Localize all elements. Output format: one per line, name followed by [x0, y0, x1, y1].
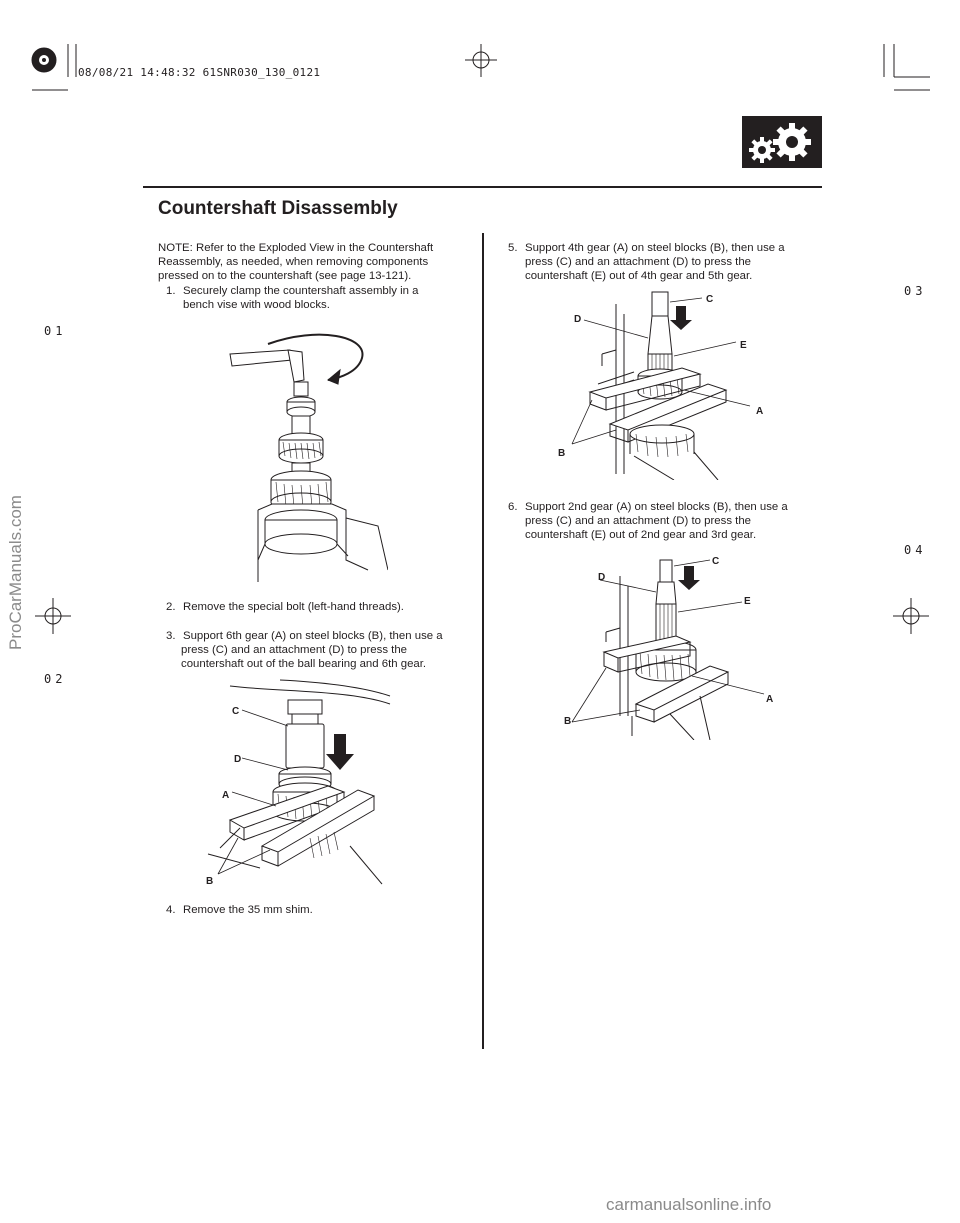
figure-countershaft-in-vise	[228, 330, 388, 582]
watermark-procarmanuals: ProCarManuals.com	[6, 495, 25, 650]
figure-press-6th-gear	[200, 678, 400, 892]
step-text: countershaft (E) out of 4th gear and 5th gear.	[525, 270, 753, 283]
header-rule	[143, 186, 822, 188]
callout-a: A	[756, 406, 764, 417]
step-text: countershaft (E) out of 2nd gear and 3rd gear.	[525, 529, 757, 542]
figure-press-2nd-gear	[560, 546, 780, 740]
callout-b: B	[206, 876, 214, 887]
page-mark-03: 03	[904, 284, 927, 298]
page-mark-01: 01	[44, 324, 67, 338]
callout-e: E	[744, 596, 751, 607]
step-text: Remove the 35 mm shim.	[183, 904, 313, 916]
step-number: 5.	[508, 242, 518, 254]
step-text: Support 6th gear (A) on steel blocks (B), then use a	[183, 630, 443, 642]
step-text: bench vise with wood blocks.	[183, 299, 330, 312]
step-text: press (C) and an attachment (D) to press the	[525, 256, 752, 269]
callout-b: B	[564, 716, 572, 727]
note-line: Reassembly, as needed, when removing components	[158, 256, 429, 269]
callout-d: D	[574, 314, 582, 325]
page-mark-02: 02	[44, 672, 67, 686]
note-line: pressed on to the countershaft (see page 13-121).	[158, 270, 412, 283]
page-title: Countershaft Disassembly	[158, 198, 398, 219]
page-mark-04: 04	[904, 543, 927, 557]
note-block	[158, 241, 478, 284]
step-number: 1.	[166, 285, 176, 297]
column-divider	[482, 233, 484, 1049]
gear-icon	[742, 116, 822, 168]
callout-a: A	[222, 790, 230, 801]
callout-d: D	[598, 572, 606, 583]
step-text: countershaft out of the ball bearing and 6th gear.	[181, 658, 427, 671]
callout-d: D	[234, 754, 242, 765]
callout-a: A	[766, 694, 774, 705]
step-text: press (C) and an attachment (D) to press the	[525, 515, 752, 528]
callout-c: C	[706, 294, 714, 305]
step-number: 2.	[166, 601, 176, 613]
callout-c: C	[232, 706, 240, 717]
step-number: 6.	[508, 501, 518, 513]
step-text: press (C) and an attachment (D) to press the	[181, 644, 408, 657]
step-text: Support 2nd gear (A) on steel blocks (B), then use a	[525, 501, 788, 513]
step-number: 3.	[166, 630, 176, 642]
step-text: Securely clamp the countershaft assembly in a	[183, 285, 419, 297]
callout-b: B	[558, 448, 566, 459]
callout-e: E	[740, 340, 747, 351]
callout-c: C	[712, 556, 720, 567]
footer-watermark: carmanualsonline.info	[606, 1195, 772, 1214]
print-stamp: 08/08/21 14:48:32 61SNR030_130_0121	[78, 66, 321, 79]
step-text: Support 4th gear (A) on steel blocks (B), then use a	[525, 242, 785, 254]
figure-press-4th-gear	[554, 284, 774, 480]
step-text: Remove the special bolt (left-hand threads).	[183, 601, 404, 613]
note-line: NOTE: Refer to the Exploded View in the Countershaft	[158, 242, 434, 254]
step-number: 4.	[166, 904, 176, 916]
